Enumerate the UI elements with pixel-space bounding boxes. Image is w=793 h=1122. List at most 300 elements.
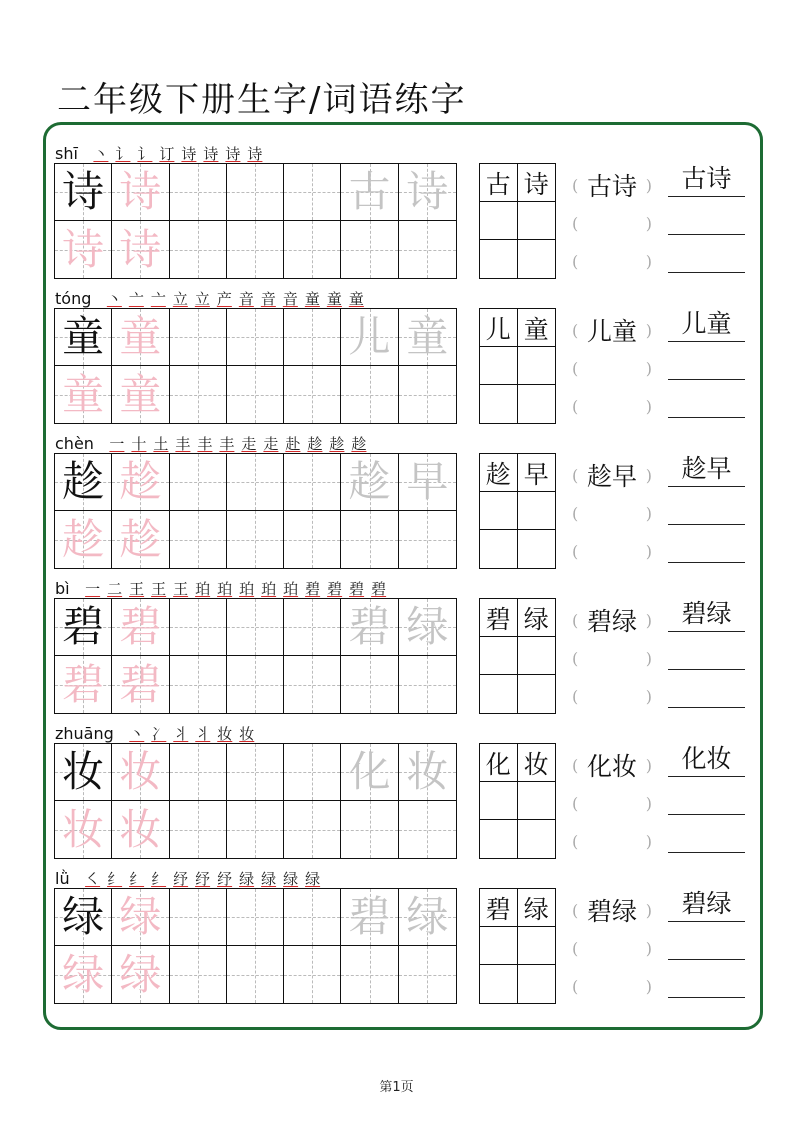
tian-cell[interactable]: [341, 599, 398, 656]
tian-cell[interactable]: [341, 366, 398, 423]
word-cell[interactable]: [480, 782, 518, 820]
word-cell[interactable]: [480, 965, 518, 1003]
practice-row: [0, 432, 793, 577]
paren-close: ): [645, 755, 652, 775]
word-cell[interactable]: [480, 385, 518, 423]
word-cell[interactable]: 早: [518, 454, 556, 492]
tian-cell[interactable]: [341, 511, 398, 568]
word-cell[interactable]: [480, 927, 518, 965]
stroke-step: 冫: [151, 724, 167, 743]
paren-close: ): [645, 358, 652, 378]
stroke-step: 碧: [349, 579, 365, 598]
tian-cell[interactable]: [170, 164, 227, 221]
word-cell[interactable]: [518, 782, 556, 820]
tian-cell[interactable]: [341, 454, 398, 511]
writing-line[interactable]: 碧绿: [668, 892, 745, 922]
paren-close: ): [645, 541, 652, 561]
tian-cell[interactable]: [399, 946, 456, 1003]
word-cell[interactable]: 绿: [518, 599, 556, 637]
stroke-step: 绿: [305, 869, 321, 888]
stroke-step: 音: [282, 289, 298, 308]
tian-char: 诗: [62, 224, 105, 274]
stroke-step: 立: [172, 289, 188, 308]
tian-cell[interactable]: [341, 164, 398, 221]
tian-cell[interactable]: [112, 801, 169, 858]
paren-open: (: [572, 213, 579, 233]
paren-open: (: [572, 320, 579, 340]
paren-open: (: [572, 755, 579, 775]
tian-char: 绿: [119, 892, 162, 941]
stroke-step: 丬: [173, 724, 189, 743]
tian-cell[interactable]: [227, 656, 284, 713]
tian-cell[interactable]: [284, 366, 341, 423]
tian-cell[interactable]: [399, 164, 456, 221]
writing-line[interactable]: [668, 678, 745, 708]
writing-line[interactable]: 化妆: [668, 747, 745, 777]
stroke-step: 丰: [197, 434, 213, 453]
practice-row: [0, 142, 793, 287]
tian-cell[interactable]: [227, 366, 284, 423]
stroke-step: 丶: [106, 289, 122, 308]
tian-cell[interactable]: [399, 889, 456, 946]
stroke-order-row: [55, 142, 264, 164]
tian-cell[interactable]: [227, 744, 284, 801]
tian-cell[interactable]: [170, 454, 227, 511]
word-cell[interactable]: [518, 927, 556, 965]
tian-cell[interactable]: [399, 511, 456, 568]
tian-cell[interactable]: [170, 889, 227, 946]
stroke-order-row: [55, 722, 256, 744]
tian-cell[interactable]: [227, 221, 284, 278]
word-cell[interactable]: 童: [518, 309, 556, 347]
paren-word: 碧绿: [586, 897, 637, 926]
writing-line[interactable]: 古诗: [668, 167, 745, 197]
paren-open: (: [572, 541, 579, 561]
paren-open: (: [572, 976, 579, 996]
tian-char: 童: [406, 312, 449, 361]
stroke-step: 童: [326, 289, 342, 308]
paren-slot[interactable]: [572, 315, 652, 345]
word-grid: [479, 598, 556, 714]
stroke-step: 亠: [150, 289, 166, 308]
tian-cell[interactable]: [341, 801, 398, 858]
stroke-step: 丶: [93, 144, 109, 163]
tian-char: 童: [119, 312, 162, 361]
tian-cell[interactable]: [55, 164, 112, 221]
tian-cell[interactable]: [227, 889, 284, 946]
tian-cell[interactable]: [55, 366, 112, 423]
paren-open: (: [572, 793, 579, 813]
tian-char: 童: [119, 369, 162, 419]
stroke-step: 妆: [239, 724, 255, 743]
stroke-order-row: [55, 287, 365, 309]
tian-cell[interactable]: [284, 744, 341, 801]
tian-cell[interactable]: [399, 454, 456, 511]
paren-open: (: [572, 358, 579, 378]
stroke-step: 珀: [239, 579, 255, 598]
stroke-step: 十: [131, 434, 147, 453]
stroke-step: 童: [304, 289, 320, 308]
paren-slot[interactable]: [572, 391, 652, 421]
writing-line[interactable]: [668, 205, 745, 235]
paren-close: ): [645, 648, 652, 668]
paren-close: ): [645, 793, 652, 813]
word-cell[interactable]: [518, 385, 556, 423]
tian-char: 碧: [62, 659, 105, 709]
tian-cell[interactable]: [112, 309, 169, 366]
tian-char: 碧: [348, 602, 391, 651]
paren-close: ): [645, 686, 652, 706]
tracing-grid: [54, 453, 457, 569]
stroke-step: 诗: [203, 144, 219, 163]
word-cell[interactable]: 古: [480, 164, 518, 202]
tian-char: 碧: [62, 602, 105, 651]
tracing-grid: [54, 308, 457, 424]
paren-close: ): [645, 976, 652, 996]
tian-char: 绿: [406, 602, 449, 651]
word-cell[interactable]: [518, 492, 556, 530]
tian-cell[interactable]: [284, 221, 341, 278]
writing-line[interactable]: [668, 388, 745, 418]
tian-char: 趁: [62, 514, 105, 564]
tian-cell[interactable]: [170, 309, 227, 366]
tian-cell[interactable]: [341, 946, 398, 1003]
writing-line[interactable]: 碧绿: [668, 602, 745, 632]
tian-char: 绿: [62, 949, 105, 999]
word-cell[interactable]: 儿: [480, 309, 518, 347]
practice-row: [0, 722, 793, 867]
tian-cell[interactable]: [399, 801, 456, 858]
paren-slot[interactable]: [572, 750, 652, 780]
tian-cell[interactable]: [55, 454, 112, 511]
tian-cell[interactable]: [112, 946, 169, 1003]
tracing-grid: [54, 598, 457, 714]
tracing-grid: [54, 888, 457, 1004]
practice-row: [0, 577, 793, 722]
tian-cell[interactable]: [284, 511, 341, 568]
tian-char: 儿: [348, 312, 391, 361]
tracing-grid: [54, 743, 457, 859]
tian-cell[interactable]: [112, 221, 169, 278]
tian-char: 诗: [406, 167, 449, 216]
tian-char: 趁: [119, 457, 162, 506]
paren-close: ): [645, 320, 652, 340]
stroke-step: 诗: [181, 144, 197, 163]
paren-slot[interactable]: [572, 353, 652, 383]
stroke-step: 土: [153, 434, 169, 453]
tian-cell[interactable]: [112, 744, 169, 801]
word-grid: [479, 453, 556, 569]
tian-char: 趁: [348, 457, 391, 506]
tian-char: 绿: [119, 949, 162, 999]
word-cell[interactable]: 趁: [480, 454, 518, 492]
stroke-step: 王: [151, 579, 167, 598]
tian-cell[interactable]: [284, 599, 341, 656]
paren-slot[interactable]: [572, 826, 652, 856]
tian-cell[interactable]: [170, 511, 227, 568]
tian-cell[interactable]: [227, 801, 284, 858]
writing-line[interactable]: [668, 350, 745, 380]
tian-cell[interactable]: [399, 656, 456, 713]
stroke-step: 趁: [307, 434, 323, 453]
paren-close: ): [645, 213, 652, 233]
word-cell[interactable]: [480, 492, 518, 530]
word-cell[interactable]: [518, 530, 556, 568]
tian-cell[interactable]: [227, 164, 284, 221]
paren-open: (: [572, 686, 579, 706]
tian-char: 妆: [119, 747, 162, 796]
tian-char: 诗: [62, 167, 105, 216]
tian-cell[interactable]: [112, 889, 169, 946]
tian-cell[interactable]: [170, 656, 227, 713]
page-number: 第1页: [379, 1080, 414, 1095]
word-cell[interactable]: [518, 675, 556, 713]
tian-char: 绿: [406, 892, 449, 941]
paren-close: ): [645, 175, 652, 195]
tian-cell[interactable]: [55, 656, 112, 713]
tian-cell[interactable]: [284, 946, 341, 1003]
word-cell[interactable]: [518, 820, 556, 858]
writing-line[interactable]: [668, 823, 745, 853]
paren-slot[interactable]: [572, 788, 652, 818]
paren-open: (: [572, 175, 579, 195]
tian-cell[interactable]: [112, 511, 169, 568]
tian-cell[interactable]: [55, 801, 112, 858]
tian-cell[interactable]: [341, 889, 398, 946]
tian-cell[interactable]: [284, 164, 341, 221]
practice-row: [0, 867, 793, 1012]
writing-line[interactable]: 儿童: [668, 312, 745, 342]
stroke-step: 纾: [173, 869, 189, 888]
stroke-step: 走: [241, 434, 257, 453]
tian-char: 早: [406, 457, 449, 506]
stroke-step: 走: [263, 434, 279, 453]
writing-line[interactable]: 趁早: [668, 457, 745, 487]
word-cell[interactable]: [480, 530, 518, 568]
tian-cell[interactable]: [227, 599, 284, 656]
tian-cell[interactable]: [399, 309, 456, 366]
stroke-step: 绿: [239, 869, 255, 888]
word-cell[interactable]: 诗: [518, 164, 556, 202]
word-cell[interactable]: [480, 202, 518, 240]
paren-slot[interactable]: [572, 246, 652, 276]
paren-word: 趁早: [586, 462, 637, 491]
word-cell[interactable]: [518, 347, 556, 385]
word-grid: [479, 743, 556, 859]
paren-slot[interactable]: [572, 536, 652, 566]
paren-open: (: [572, 938, 579, 958]
paren-open: (: [572, 900, 579, 920]
paren-slot[interactable]: [572, 208, 652, 238]
tian-cell[interactable]: [341, 744, 398, 801]
word-cell[interactable]: [518, 965, 556, 1003]
tian-cell[interactable]: [55, 511, 112, 568]
tian-cell[interactable]: [112, 366, 169, 423]
tian-cell[interactable]: [399, 221, 456, 278]
pinyin-label: lǜ: [55, 868, 70, 888]
word-cell[interactable]: [518, 202, 556, 240]
tian-cell[interactable]: [399, 599, 456, 656]
tian-cell[interactable]: [227, 946, 284, 1003]
paren-close: ): [645, 900, 652, 920]
stroke-step: 绿: [261, 869, 277, 888]
tian-cell[interactable]: [112, 164, 169, 221]
paren-word: 儿童: [586, 317, 637, 346]
paren-slot[interactable]: [572, 643, 652, 673]
tian-cell[interactable]: [170, 946, 227, 1003]
tian-char: 童: [62, 369, 105, 419]
stroke-step: 亠: [128, 289, 144, 308]
tian-char: 妆: [62, 804, 105, 854]
tian-cell[interactable]: [55, 946, 112, 1003]
stroke-order-row: [55, 577, 388, 599]
tian-cell[interactable]: [170, 366, 227, 423]
tian-cell[interactable]: [112, 454, 169, 511]
tian-cell[interactable]: [399, 744, 456, 801]
word-cell[interactable]: 绿: [518, 889, 556, 927]
tian-cell[interactable]: [170, 221, 227, 278]
stroke-step: 绿: [283, 869, 299, 888]
pinyin-label: zhuāng: [55, 723, 114, 743]
word-cell[interactable]: [480, 637, 518, 675]
paren-slot[interactable]: [572, 895, 652, 925]
paren-open: (: [572, 831, 579, 851]
stroke-step: 一: [85, 579, 101, 598]
tian-cell[interactable]: [284, 309, 341, 366]
paren-open: (: [572, 251, 579, 271]
paren-close: ): [645, 465, 652, 485]
tian-cell[interactable]: [55, 599, 112, 656]
tian-char: 妆: [62, 747, 105, 796]
stroke-step: 讠: [137, 144, 153, 163]
tian-char: 碧: [119, 659, 162, 709]
writing-line[interactable]: [668, 243, 745, 273]
writing-line[interactable]: [668, 785, 745, 815]
writing-line[interactable]: [668, 640, 745, 670]
tian-char: 古: [348, 167, 391, 216]
tian-cell[interactable]: [170, 599, 227, 656]
tian-char: 趁: [119, 514, 162, 564]
word-grid: [479, 888, 556, 1004]
tian-cell[interactable]: [55, 221, 112, 278]
page-title: 二年级下册生字/词语练字: [57, 80, 467, 120]
stroke-step: 珀: [261, 579, 277, 598]
tian-cell[interactable]: [341, 656, 398, 713]
tian-cell[interactable]: [55, 889, 112, 946]
word-cell[interactable]: [480, 820, 518, 858]
paren-close: ): [645, 938, 652, 958]
word-cell[interactable]: [518, 240, 556, 278]
word-cell[interactable]: 碧: [480, 599, 518, 637]
tian-char: 碧: [348, 892, 391, 941]
stroke-step: 珀: [217, 579, 233, 598]
paren-close: ): [645, 251, 652, 271]
tian-cell[interactable]: [284, 656, 341, 713]
tian-cell[interactable]: [284, 454, 341, 511]
writing-line[interactable]: [668, 533, 745, 563]
paren-open: (: [572, 465, 579, 485]
paren-close: ): [645, 831, 652, 851]
stroke-step: 纾: [195, 869, 211, 888]
tian-cell[interactable]: [227, 454, 284, 511]
tian-char: 诗: [119, 167, 162, 216]
tian-char: 童: [62, 312, 105, 361]
stroke-step: 产: [216, 289, 232, 308]
stroke-step: 音: [260, 289, 276, 308]
stroke-step: 丬: [195, 724, 211, 743]
stroke-step: 趁: [329, 434, 345, 453]
paren-slot[interactable]: [572, 605, 652, 635]
tian-cell[interactable]: [341, 309, 398, 366]
word-cell[interactable]: [480, 240, 518, 278]
tian-cell[interactable]: [227, 309, 284, 366]
stroke-step: 碧: [327, 579, 343, 598]
stroke-step: 讠: [115, 144, 131, 163]
tian-cell[interactable]: [55, 309, 112, 366]
stroke-step: 订: [159, 144, 175, 163]
stroke-step: 碧: [305, 579, 321, 598]
stroke-step: 音: [238, 289, 254, 308]
stroke-step: 诗: [247, 144, 263, 163]
tian-cell[interactable]: [284, 889, 341, 946]
tian-char: 妆: [119, 804, 162, 854]
word-cell[interactable]: 碧: [480, 889, 518, 927]
tian-cell[interactable]: [284, 801, 341, 858]
paren-slot[interactable]: [572, 170, 652, 200]
paren-word: 碧绿: [586, 607, 637, 636]
word-cell[interactable]: 妆: [518, 744, 556, 782]
word-cell[interactable]: [518, 637, 556, 675]
stroke-step: 妆: [217, 724, 233, 743]
paren-slot[interactable]: [572, 460, 652, 490]
tian-cell[interactable]: [341, 221, 398, 278]
stroke-step: 丰: [219, 434, 235, 453]
stroke-order-row: [55, 867, 322, 889]
paren-slot[interactable]: [572, 681, 652, 711]
tian-cell[interactable]: [227, 511, 284, 568]
writing-line[interactable]: [668, 968, 745, 998]
word-cell[interactable]: 化: [480, 744, 518, 782]
tian-cell[interactable]: [399, 366, 456, 423]
paren-word: 古诗: [586, 172, 637, 201]
word-cell[interactable]: [480, 347, 518, 385]
writing-line[interactable]: [668, 495, 745, 525]
paren-close: ): [645, 610, 652, 630]
paren-open: (: [572, 610, 579, 630]
pinyin-label: shī: [55, 143, 78, 163]
stroke-step: 珀: [283, 579, 299, 598]
paren-slot[interactable]: [572, 498, 652, 528]
tian-cell[interactable]: [112, 656, 169, 713]
pinyin-label: tóng: [55, 288, 92, 308]
paren-slot[interactable]: [572, 933, 652, 963]
tian-cell[interactable]: [170, 744, 227, 801]
word-cell[interactable]: [480, 675, 518, 713]
tian-cell[interactable]: [55, 744, 112, 801]
stroke-step: 二: [107, 579, 123, 598]
stroke-step: 诗: [225, 144, 241, 163]
tian-cell[interactable]: [112, 599, 169, 656]
stroke-step: 纟: [151, 869, 167, 888]
stroke-step: 赴: [285, 434, 301, 453]
paren-slot[interactable]: [572, 971, 652, 1001]
paren-open: (: [572, 396, 579, 416]
tian-char: 趁: [62, 457, 105, 506]
writing-line[interactable]: [668, 930, 745, 960]
tian-char: 绿: [62, 892, 105, 941]
tian-cell[interactable]: [170, 801, 227, 858]
stroke-step: 纾: [217, 869, 233, 888]
